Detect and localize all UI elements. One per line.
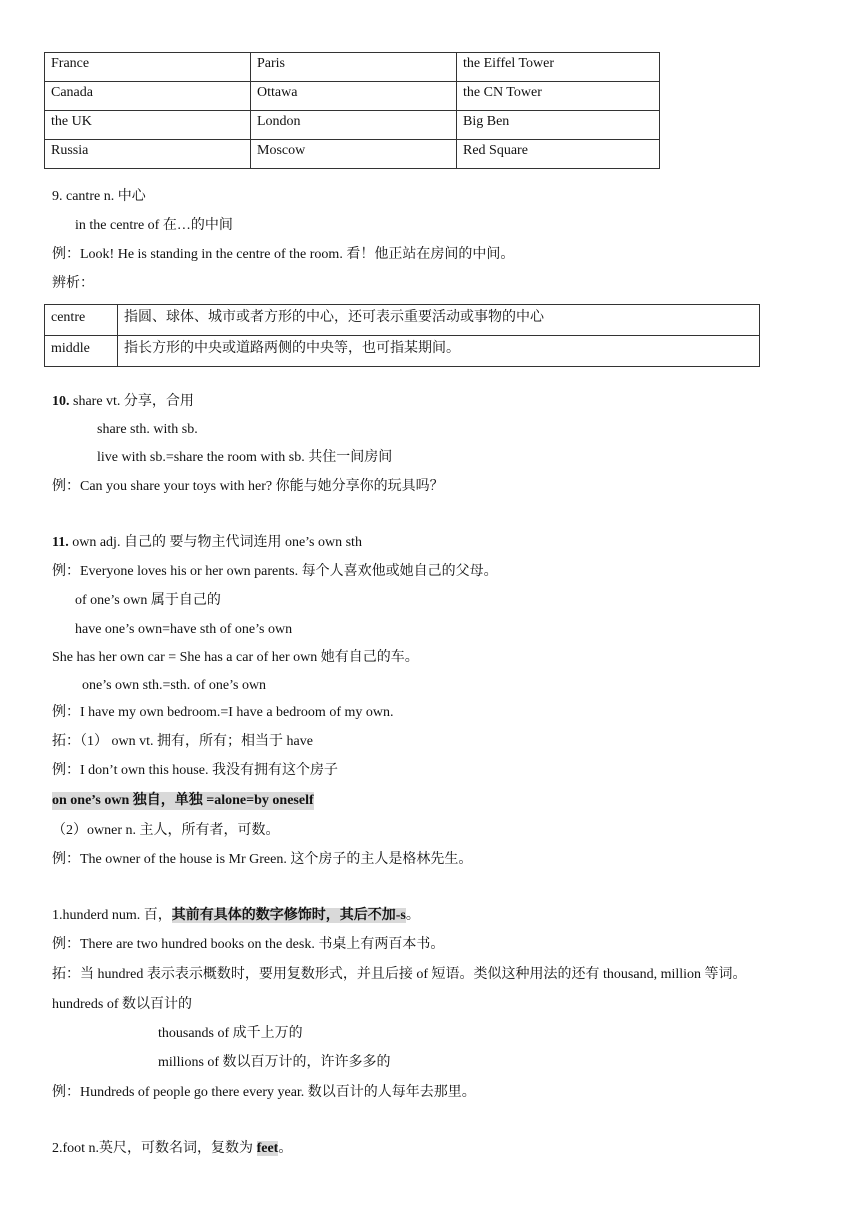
hundred-phrase: thousands of 成千上万的	[158, 1026, 303, 1041]
section-11-example: 例：I have my own bedroom.=I have a bedroom of my own.	[52, 705, 394, 720]
centre-middle-table	[44, 304, 760, 367]
hundred-extension: 拓：当 hundred 表示表示概数时，要用复数形式，并且后接 of 短语。类似这种用法的还有 thousand, million 等词。	[52, 967, 747, 982]
table-cell: Paris	[251, 53, 457, 82]
section-10-heading-text: share vt. 分享，合用	[69, 394, 194, 409]
section-11-phrase: of one’s own 属于自己的	[75, 593, 221, 608]
section-11-extension: （2）owner n. 主人，所有者，可数。	[52, 823, 280, 838]
section-10-phrase: share sth. with sb.	[97, 422, 198, 437]
highlighted-phrase: on one’s own 独自，单独 =alone=by oneself	[52, 793, 314, 808]
table-cell: France	[45, 53, 251, 82]
table-cell: centre	[45, 305, 118, 336]
table-row	[45, 53, 660, 82]
hundred-heading-text: 1.hunderd num. 百，	[52, 908, 172, 923]
highlighted-word: feet	[256, 1141, 279, 1156]
foot-heading-text: 2.foot n.英尺，可数名词，复数为	[52, 1141, 257, 1156]
hundred-phrase: millions of 数以百万计的，许许多多的	[158, 1055, 391, 1070]
table-cell: middle	[45, 336, 118, 367]
table-cell: London	[251, 111, 457, 140]
hundred-phrase: hundreds of 数以百计的	[52, 997, 192, 1012]
section-11-sentence: She has her own car = She has a car of her own 她有自己的车。	[52, 650, 419, 665]
table-row	[45, 305, 760, 336]
table-cell: Moscow	[251, 140, 457, 169]
table-row	[45, 336, 760, 367]
section-11-extension: 拓：（1） own vt. 拥有，所有；相当于 have	[52, 734, 313, 749]
table-cell: the Eiffel Tower	[457, 53, 660, 82]
section-11-phrase: have one’s own=have sth of one’s own	[75, 622, 293, 637]
table-cell: 指长方形的中央或道路两侧的中央等，也可指某期间。	[118, 336, 760, 367]
table-cell: the CN Tower	[457, 82, 660, 111]
section-9-heading: 9. cantre n. 中心	[52, 189, 146, 204]
capitals-table	[44, 52, 660, 169]
table-cell: Ottawa	[251, 82, 457, 111]
section-11-example: 例：Everyone loves his or her own parents. 每个人喜欢他或她自己的父母。	[52, 564, 498, 579]
section-11-phrase: one’s own sth.=sth. of one’s own	[82, 678, 267, 693]
hundred-heading-end: 。	[405, 908, 420, 923]
table-cell: Red Square	[457, 140, 660, 169]
foot-heading	[52, 1140, 292, 1158]
highlighted-phrase: 其前有具体的数字修饰时，其后不加-s	[171, 908, 406, 923]
section-number: 10.	[52, 394, 70, 409]
table-cell: the UK	[45, 111, 251, 140]
section-number: 11.	[52, 535, 69, 550]
section-10-phrase: live with sb.=share the room with sb. 共住一间房间	[97, 450, 393, 465]
section-11-heading-text: own adj. 自己的 要与物主代词连用 one’s own sth	[68, 535, 362, 550]
section-10-example: 例：Can you share your toys with her? 你能与她分享你的玩具吗？	[52, 479, 444, 494]
section-11-example: 例：The owner of the house is Mr Green. 这个房子的主人是格林先生。	[52, 852, 473, 867]
table-cell: Russia	[45, 140, 251, 169]
hundred-example: 例：Hundreds of people go there every year. 数以百计的人每年去那里。	[52, 1085, 476, 1100]
table-cell: Big Ben	[457, 111, 660, 140]
section-10-heading	[52, 393, 194, 411]
table-cell: 指圆、球体、城市或者方形的中心，还可表示重要活动或事物的中心	[118, 305, 760, 336]
section-9-bianxi-label: 辨析：	[52, 276, 94, 291]
table-row	[45, 111, 660, 140]
foot-heading-end: 。	[278, 1141, 293, 1156]
section-11-example: 例：I don’t own this house. 我没有拥有这个房子	[52, 763, 338, 778]
table-row	[45, 140, 660, 169]
section-9-phrase: in the centre of 在…的中间	[75, 218, 233, 233]
hundred-heading	[52, 907, 420, 925]
table-cell: Canada	[45, 82, 251, 111]
section-11-heading	[52, 534, 362, 552]
hundred-example: 例：There are two hundred books on the desk. 书桌上有两百本书。	[52, 937, 445, 952]
table-row	[45, 82, 660, 111]
section-9-example: 例：Look! He is standing in the centre of the room. 看！他正站在房间的中间。	[52, 247, 515, 262]
